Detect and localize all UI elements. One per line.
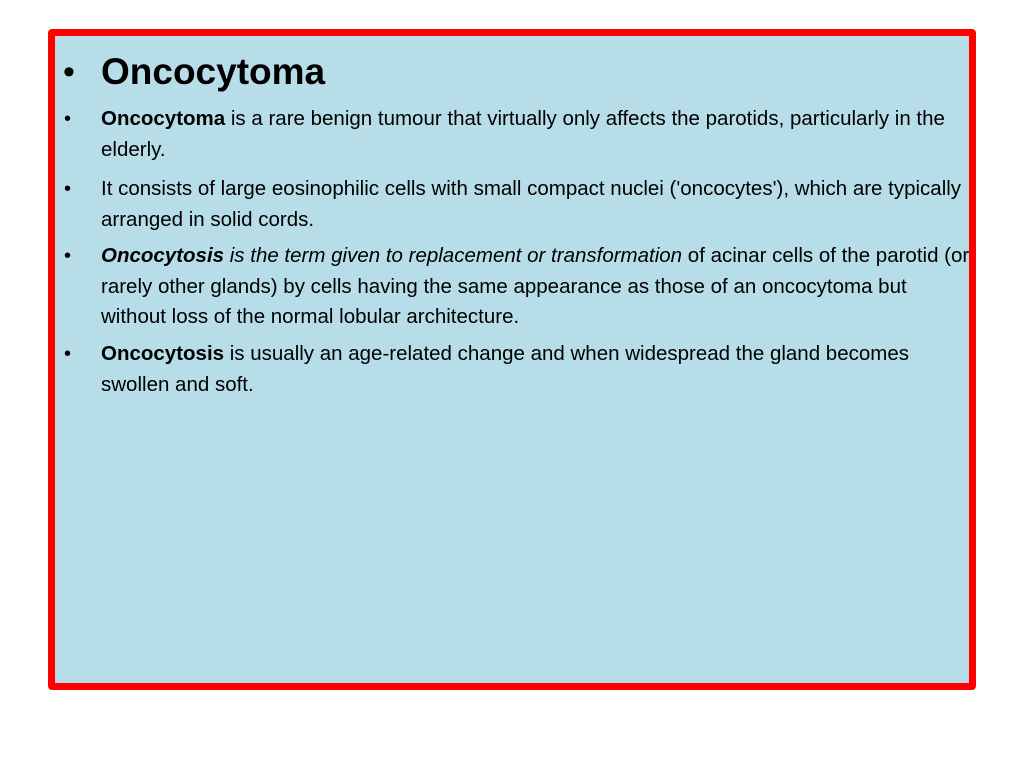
body-text: is usually an age-related change and when widespread the gland becomes swollen and soft. (101, 342, 909, 396)
bullet-text (101, 174, 971, 235)
body-text: It consists of large eosinophilic cells with small compact nuclei ('oncocytes'), which are typically arranged in solid cords. (101, 177, 962, 231)
bullet-text (101, 241, 971, 333)
bullet-icon: • (64, 178, 72, 200)
bold-term: Oncocytoma (101, 107, 226, 130)
content-box (48, 29, 976, 690)
slide-title: Oncocytoma (101, 51, 326, 92)
bullet-icon: • (64, 343, 72, 365)
bullet-text (101, 339, 971, 400)
bullet-icon: • (64, 245, 72, 267)
bullet-text (101, 104, 971, 165)
bullet-icon: • (64, 108, 72, 130)
bullet-icon: • (63, 53, 75, 91)
heading-item (55, 48, 955, 96)
body-text: is a rare benign tumour that virtually only affects the parotids, particularly in the elderly. (101, 107, 945, 161)
bold-italic-term: Oncocytosis (101, 244, 225, 267)
body-text: of acinar cells of the parotid (or rarely other glands) by cells having the same appearance as those of an oncocytoma but without loss of the normal lobular architecture. (101, 244, 970, 328)
italic-text: is the term given to replacement or transformation (224, 244, 683, 267)
bold-term: Oncocytosis (101, 342, 225, 365)
